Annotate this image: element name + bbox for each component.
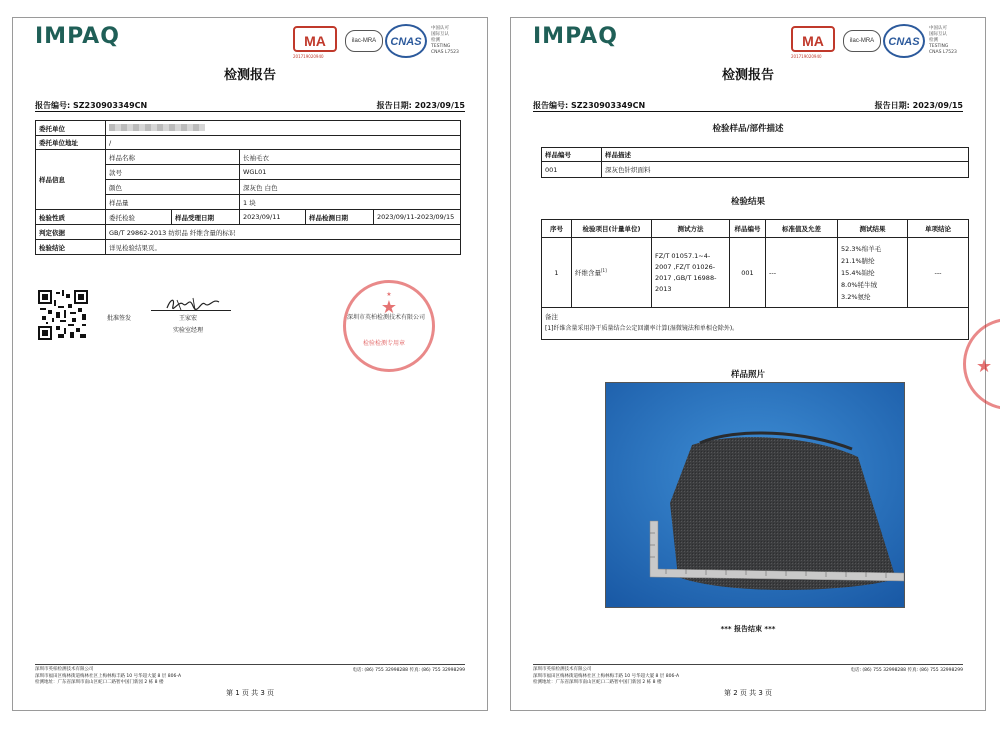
sample-info-label: 样品信息 (36, 150, 106, 210)
result-header-item: 检验项目(计量单位) (572, 220, 652, 238)
sample-photo (605, 382, 905, 608)
result-cell-conclusion: --- (908, 238, 969, 308)
sample-name-value: 长袖毛衣 (240, 150, 461, 165)
qr-code-icon (38, 290, 88, 340)
footer-phone: 电话: (86) 755 32998288 传真: (86) 755 32998299 (850, 668, 963, 673)
sample-desc-heading: 检验样品/部件描述 (712, 124, 784, 134)
approver-title: 实验室经理 (173, 327, 204, 334)
conclusion-label: 检验结论 (36, 240, 106, 255)
cnas-logo: CNAS (385, 24, 427, 58)
test-nature-label: 检验性质 (36, 210, 106, 225)
test-date-label: 样品检测日期 (306, 210, 374, 225)
sample-name-label: 样品名称 (106, 150, 240, 165)
result-cell-method: FZ/T 01057.1~4- 2007 ,FZ/T 01026- 2017 ,GB/T 16988- 2013 (652, 238, 730, 308)
result-cell-standard: --- (766, 238, 838, 308)
qty-label: 样品量 (106, 195, 240, 210)
desc-cell-desc: 深灰色针织面料 (602, 162, 969, 178)
footer-phone: 电话: (86) 755 32998288 传真: (86) 755 32998299 (352, 668, 465, 673)
result-header-result: 测试结果 (838, 220, 908, 238)
basis-value: GB/T 29862-2013 纺织品 纤维含量的标识 (106, 225, 461, 240)
company-seal-partial: ★ (963, 318, 1000, 410)
company-seal: ★ ★ (343, 280, 435, 372)
report-title: 检测报告 (223, 68, 276, 83)
client-address-label: 委托单位地址 (36, 136, 106, 150)
approver-name: 王家宏 (179, 315, 198, 322)
client-value-redacted (106, 121, 461, 136)
conclusion-value: 详见检验结果页。 (106, 240, 461, 255)
result-cell-sample: 001 (730, 238, 766, 308)
cnas-caption: 中国认可 国际互认 检测 TESTING CNAS L7523 (431, 26, 459, 55)
report-page-1 (12, 17, 488, 711)
report-title: 检测报告 (721, 68, 774, 83)
report-number: 报告编号: SZ230903349CN (533, 101, 646, 110)
report-info-table (35, 120, 461, 255)
result-header-conclusion: 单项结论 (908, 220, 969, 238)
client-label: 委托单位 (36, 121, 106, 136)
cma-logo: MA (293, 26, 337, 52)
cma-number: 201719020940 (293, 54, 324, 59)
cnas-logo: CNAS (883, 24, 925, 58)
style-label: 款号 (106, 165, 240, 180)
sample-desc-table (541, 147, 969, 178)
cnas-caption: 中国认可 国际互认 检测 TESTING CNAS L7523 (929, 26, 957, 55)
receive-date-label: 样品受理日期 (172, 210, 240, 225)
certification-logos (791, 24, 967, 68)
cma-logo: MA (791, 26, 835, 52)
result-header-no: 序号 (542, 220, 572, 238)
report-date: 报告日期: 2023/09/15 (376, 101, 465, 110)
seal-bottom-text: 检验检测专用章 (363, 340, 406, 347)
test-date-value: 2023/09/11-2023/09/15 (374, 210, 461, 225)
footer-address: 深圳市英柏检测技术有限公司 深圳市福田区梅林街道梅林社区上梅林梅丰路 10 号华超大厦 8 层 806-A 检测地址：广东省深圳市南山区蛇口二路智中国门新园 2 栋 8 楼 (533, 667, 680, 685)
page-number: 第 1 页 共 3 页 (225, 689, 275, 697)
receive-date-value: 2023/09/11 (240, 210, 306, 225)
desc-header-desc: 样品描述 (602, 148, 969, 162)
test-nature-value: 委托检验 (106, 210, 172, 225)
result-header-sample: 样品编号 (730, 220, 766, 238)
report-end: *** 报告结束 *** (720, 625, 776, 633)
signature-line (151, 310, 231, 311)
result-header-method: 测试方法 (652, 220, 730, 238)
remarks-cell (542, 308, 969, 340)
basis-label: 判定依据 (36, 225, 106, 240)
report-number: 报告编号: SZ230903349CN (35, 101, 148, 110)
seal-text: 深圳市英柏检测技术有限公司 (347, 314, 426, 321)
results-table (541, 219, 969, 340)
header-rule (533, 111, 963, 112)
style-value: WGL01 (240, 165, 461, 180)
sample-photo-image (606, 383, 904, 607)
qty-value: 1 块 (240, 195, 461, 210)
company-logo: IMPAQ (533, 24, 618, 49)
client-address-value: / (106, 136, 461, 150)
result-cell-item: 纤维含量[1] (572, 238, 652, 308)
color-value: 深灰色 白色 (240, 180, 461, 195)
remarks-label: 备注 (545, 313, 558, 321)
desc-header-id: 样品编号 (542, 148, 602, 162)
result-cell-values: 52.3%绵羊毛 21.1%腈纶 15.4%锦纶 8.0%牦牛绒 3.2%氨纶 (838, 238, 908, 308)
ilac-logo: ilac-MRA (843, 30, 881, 52)
page-number: 第 2 页 共 3 页 (723, 689, 773, 697)
result-cell-no: 1 (542, 238, 572, 308)
signature (163, 294, 223, 314)
desc-cell-id: 001 (542, 162, 602, 178)
approver-label: 批准签发 (107, 315, 132, 322)
cma-number: 201719020940 (791, 54, 822, 59)
report-date: 报告日期: 2023/09/15 (874, 101, 963, 110)
ilac-logo: ilac-MRA (345, 30, 383, 52)
report-page-2 (510, 17, 993, 711)
footer-rule (533, 664, 963, 665)
footer-rule (35, 664, 465, 665)
company-logo: IMPAQ (35, 24, 120, 49)
header-rule (35, 111, 465, 112)
color-label: 颜色 (106, 180, 240, 195)
results-heading: 检验结果 (730, 197, 765, 207)
photo-heading: 样品照片 (730, 370, 765, 380)
remarks-text: [1]纤维含量采用净干质量结合公定回潮率计算(湿微镜法和单相仓除外)。 (545, 325, 739, 332)
footer-address: 深圳市英柏检测技术有限公司 深圳市福田区梅林街道梅林社区上梅林梅丰路 10 号华超大厦 8 层 806-A 检测地址：广东省深圳市南山区蛇口二路智中国门新园 2 栋 8 楼 (35, 667, 182, 685)
result-header-standard: 标准值及允差 (766, 220, 838, 238)
certification-logos (293, 24, 469, 68)
